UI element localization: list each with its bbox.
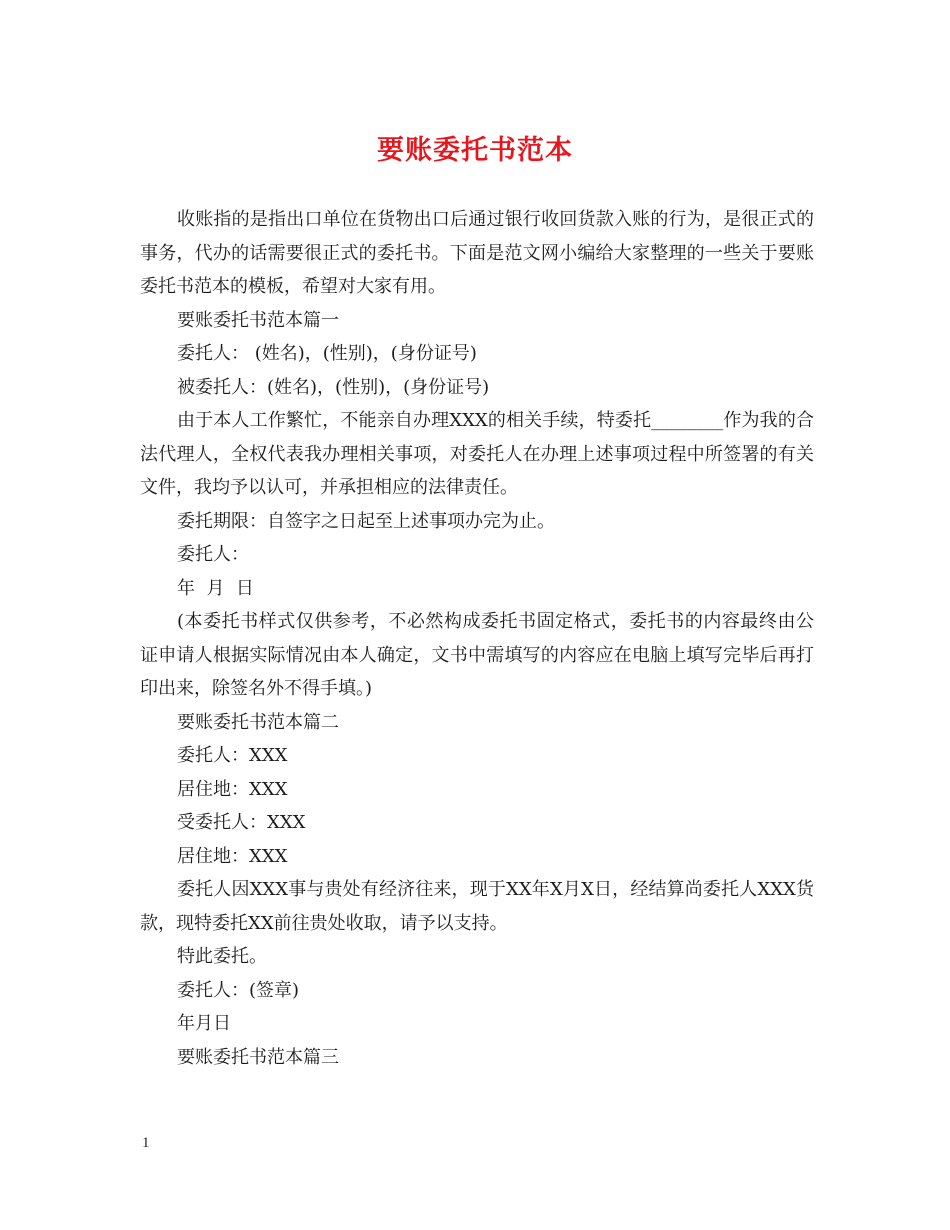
document-title: 要账委托书范本 (377, 135, 573, 166)
agent-line: 被委托人：(姓名)，(性别)，(身份证号) (177, 376, 490, 398)
term-line: 委托期限：自签字之日起至上述事项办完为止。 (177, 510, 555, 532)
intro-paragraph: 收账指的是指出口单位在货物出口后通过银行收回货款入账的行为，是很正式的事务，代办的话需要很正式的委托书。下面是范文网小编给大家整理的一些关于要账委托书范本的模板，希望对大家有用。 (140, 209, 814, 297)
date-line-2: 年月日 (177, 1013, 231, 1034)
section-heading-3: 要账委托书范本篇三 (177, 1046, 339, 1068)
section-heading-2: 要账委托书范本篇二 (177, 711, 339, 733)
agent-residence-line: 居住地：XXX (177, 845, 288, 867)
agent-line-2: 受委托人：XXX (177, 812, 306, 833)
authorization-paragraph: 由于本人工作繁忙，不能亲自办理XXX的相关手续，特委托________作为我的合法代理人，全权代表我办理相关事项，对委托人在办理上述事项过程中所签署的有关文件，我均予以认可，并承担相应的法律责任。 (140, 410, 814, 498)
principal-residence-line: 居住地：XXX (177, 778, 288, 800)
collection-paragraph: 委托人因XXX事与贵处有经济往来，现于XX年X月X日，经结算尚委托人XXX货款，现特委托XX前往贵处收取，请予以支持。 (140, 879, 814, 934)
principal-line: 委托人： (姓名)，(性别)，(身份证号) (177, 343, 477, 364)
principal-line-2: 委托人：XXX (177, 745, 288, 766)
document-body (140, 203, 814, 1074)
note-paragraph: (本委托书样式仅供参考，不必然构成委托书固定格式，委托书的内容最终由公证申请人根据实际情况由本人确定，文书中需填写的内容应在电脑上填写完毕后再打印出来，除签名外不得手填。) (140, 611, 814, 699)
section-heading-1: 要账委托书范本篇一 (177, 309, 339, 331)
page-number: 1 (142, 1135, 150, 1151)
signature-line: 委托人： (177, 544, 249, 565)
date-line: 年 月 日 (177, 577, 254, 599)
closing-line: 特此委托。 (177, 946, 267, 967)
seal-line: 委托人：(签章) (177, 979, 300, 1001)
